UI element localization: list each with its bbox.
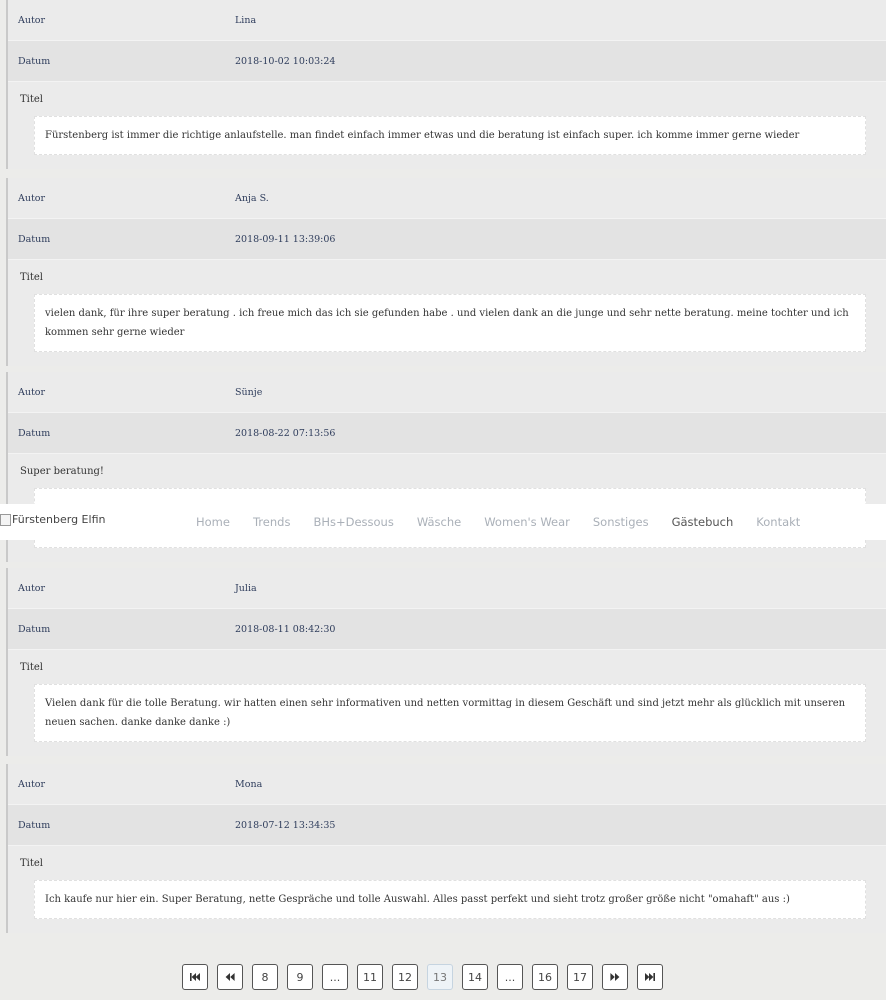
date-label: Datum	[18, 427, 51, 439]
author-row	[8, 372, 886, 413]
author-label: Autor	[18, 778, 46, 790]
date-row	[8, 41, 886, 82]
nav-item-sonstiges[interactable]: Sonstiges	[592, 515, 649, 529]
date-value: 2018-08-22 07:13:56	[235, 427, 336, 439]
nav-item-kontakt[interactable]: Kontakt	[756, 515, 801, 529]
entry-message: Vielen dank für die tolle Beratung. wir hatten einen sehr informativen und netten vormittag in diesem Geschäft und sind jetzt mehr als glücklich mit unseren neuen sachen. danke danke danke :)	[34, 684, 866, 742]
author-value: Mona	[235, 778, 263, 790]
author-row	[8, 764, 886, 805]
last-page-icon	[645, 973, 655, 981]
nav-item-gaestebuch[interactable]: Gästebuch	[671, 515, 734, 529]
broken-image-icon	[0, 514, 11, 526]
author-value: Anja S.	[235, 192, 269, 204]
entry-title: Titel	[20, 857, 44, 869]
date-label: Datum	[18, 55, 51, 67]
current-page-button[interactable]: 13	[427, 964, 453, 990]
rewind-icon	[225, 973, 235, 981]
page-button[interactable]: 9	[287, 964, 313, 990]
entry-message: Fürstenberg ist immer die richtige anlaufstelle. man findet einfach immer etwas und die beratung ist einfach super. ich komme immer gerne wieder	[34, 116, 866, 155]
author-value: Julia	[235, 582, 257, 594]
page-button[interactable]: 12	[392, 964, 418, 990]
guestbook-entry	[6, 0, 886, 169]
entry-title: Titel	[20, 661, 44, 673]
author-label: Autor	[18, 14, 46, 26]
date-row	[8, 219, 886, 260]
nav-item-waesche[interactable]: Wäsche	[416, 515, 462, 529]
brand-alt-text: Fürstenberg Elfin	[12, 513, 106, 526]
author-row	[8, 568, 886, 609]
author-row	[8, 178, 886, 219]
date-label: Datum	[18, 233, 51, 245]
date-row	[8, 609, 886, 650]
entry-title: Titel	[20, 93, 44, 105]
entry-title: Super beratung!	[20, 465, 104, 477]
page-ellipsis[interactable]: ...	[322, 964, 348, 990]
nav-item-womens-wear[interactable]: Women's Wear	[484, 515, 570, 529]
page-button[interactable]: 11	[357, 964, 383, 990]
date-value: 2018-07-12 13:34:35	[235, 819, 336, 831]
brand-logo[interactable]	[0, 513, 105, 526]
author-label: Autor	[18, 192, 46, 204]
page-button[interactable]: 17	[567, 964, 593, 990]
author-label: Autor	[18, 386, 46, 398]
date-row	[8, 805, 886, 846]
page-button[interactable]: 8	[252, 964, 278, 990]
date-value: 2018-08-11 08:42:30	[235, 623, 336, 635]
date-value: 2018-09-11 13:39:06	[235, 233, 336, 245]
date-label: Datum	[18, 819, 51, 831]
author-row	[8, 0, 886, 41]
nav-item-home[interactable]: Home	[196, 515, 230, 529]
guestbook-entry	[6, 178, 886, 366]
nav-item-bhs-dessous[interactable]: BHs+Dessous	[313, 515, 394, 529]
author-value: Sünje	[235, 386, 263, 398]
date-label: Datum	[18, 623, 51, 635]
author-label: Autor	[18, 582, 46, 594]
page-button[interactable]: 14	[462, 964, 488, 990]
last-page-button[interactable]	[637, 964, 663, 990]
guestbook-entry	[6, 764, 886, 933]
main-navbar	[0, 504, 886, 540]
page-ellipsis[interactable]: ...	[497, 964, 523, 990]
entry-title: Titel	[20, 271, 44, 283]
date-value: 2018-10-02 10:03:24	[235, 55, 336, 67]
nav-item-trends[interactable]: Trends	[252, 515, 291, 529]
next-page-button[interactable]	[602, 964, 628, 990]
guestbook-entry	[6, 568, 886, 756]
nav-menu	[196, 504, 823, 540]
first-page-button[interactable]	[182, 964, 208, 990]
author-value: Lina	[235, 14, 257, 26]
first-page-icon	[190, 973, 200, 981]
pagination	[182, 963, 672, 991]
date-row	[8, 413, 886, 454]
fast-forward-icon	[610, 973, 620, 981]
prev-page-button[interactable]	[217, 964, 243, 990]
entry-message: vielen dank, für ihre super beratung . ich freue mich das ich sie gefunden habe . und vielen dank an die junge und sehr nette beratung. meine tochter und ich kommen sehr gerne wieder	[34, 294, 866, 352]
entry-message: Ich kaufe nur hier ein. Super Beratung, nette Gespräche und tolle Auswahl. Alles passt perfekt und sieht trotz großer größe nicht "omahaft" aus :)	[34, 880, 866, 919]
page-button[interactable]: 16	[532, 964, 558, 990]
